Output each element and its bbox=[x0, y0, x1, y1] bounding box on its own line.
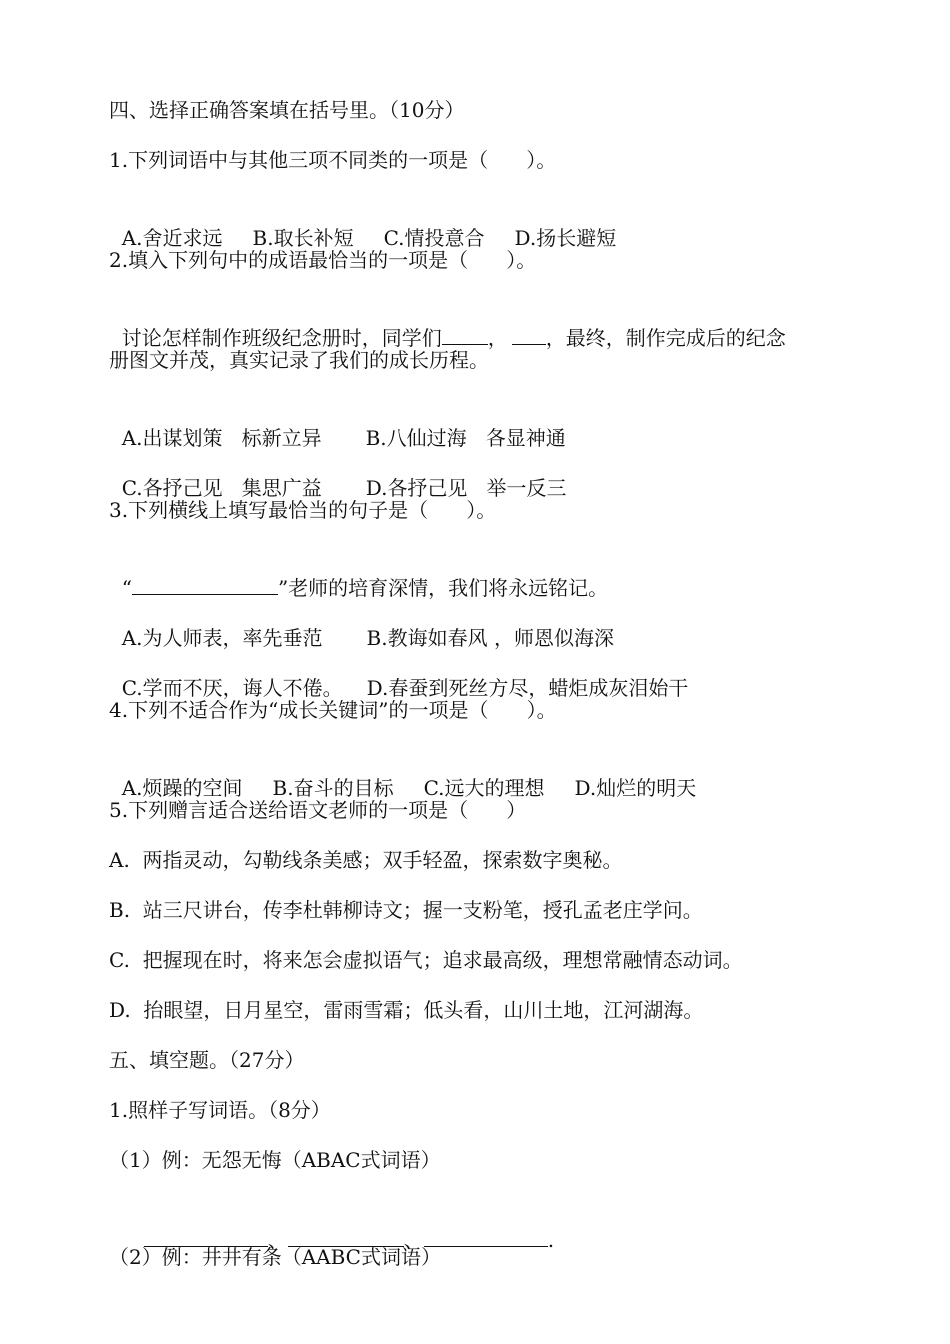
option-b: B.八仙过海 各显神通 bbox=[365, 426, 566, 450]
question-3-options-row2 bbox=[109, 646, 689, 700]
question-1-options bbox=[109, 196, 617, 250]
blank bbox=[132, 574, 278, 595]
option-d: D.各抒己见 举一反三 bbox=[365, 476, 567, 500]
option-b: B.取长补短 bbox=[252, 226, 354, 250]
question-5-stem: 5.下列赠言适合送给语文老师的一项是（ ） bbox=[109, 798, 527, 822]
separator: 、 bbox=[403, 1228, 424, 1252]
option-c: C.各抒己见 集思广益 bbox=[121, 476, 322, 500]
section-5-title: 五、填空题。（27分） bbox=[109, 1048, 305, 1072]
separator: 、 bbox=[267, 1228, 288, 1252]
blank-2 bbox=[512, 324, 546, 345]
context-text-2: ，最终，制作完成后的纪念 bbox=[545, 326, 786, 350]
option-c: C.情投意合 bbox=[383, 226, 485, 250]
blank-1 bbox=[442, 324, 488, 345]
question-5-option-d: D. 抬眼望，日月星空，雷雨雪霜；低头看，山川土地，江河湖海。 bbox=[109, 998, 704, 1022]
question-2-stem: 2.填入下列句中的成语最恰当的一项是（ ）。 bbox=[109, 248, 537, 272]
option-a: A.舍近求远 bbox=[121, 226, 223, 250]
option-d: D.灿烂的明天 bbox=[574, 776, 697, 800]
question-3-context bbox=[109, 546, 609, 600]
question-2-options-row1 bbox=[109, 396, 566, 450]
question-5-option-b: B. 站三尺讲台，传李杜韩柳诗文；握一支粉笔，授孔孟老庄学问。 bbox=[109, 898, 703, 922]
question-2-options-row2 bbox=[109, 446, 567, 500]
question-4-stem: 4.下列不适合作为“成长关键词”的一项是（ ）。 bbox=[109, 698, 557, 722]
open-quote: “ bbox=[121, 576, 132, 600]
option-d: D.扬长避短 bbox=[514, 226, 617, 250]
option-d: D.春蚕到死丝方尽，蜡炬成灰泪始干 bbox=[366, 676, 689, 700]
question-2-context-line2: 册图文并茂，真实记录了我们的成长历程。 bbox=[109, 348, 489, 372]
option-c: C.远大的理想 bbox=[423, 776, 545, 800]
question-5-option-c: C. 把握现在时，将来怎会虚拟语气；追求最高级，理想常融情态动词。 bbox=[109, 948, 743, 972]
fill-question-1-stem: 1.照样子写词语。（8分） bbox=[109, 1098, 331, 1122]
context-text: 讨论怎样制作班级纪念册时，同学们 bbox=[121, 326, 442, 350]
context-comma: ， bbox=[487, 326, 508, 350]
fill-question-1-blanks bbox=[131, 1198, 555, 1252]
fill-question-1-sub2: （2）例：井井有条（AABC式词语） bbox=[109, 1245, 441, 1269]
blank-3 bbox=[424, 1226, 548, 1247]
question-1-stem: 1.下列词语中与其他三项不同类的一项是（ ）。 bbox=[109, 148, 557, 172]
question-5-option-a: A. 两指灵动，勾勒线条美感；双手轻盈，探索数字奥秘。 bbox=[109, 848, 623, 872]
option-c: C.学而不厌，诲人不倦。 bbox=[121, 676, 343, 700]
question-4-options bbox=[109, 746, 697, 800]
end-mark: . bbox=[547, 1228, 555, 1252]
option-a: A.为人师表，率先垂范 bbox=[121, 626, 323, 650]
question-3-options-row1 bbox=[109, 596, 614, 650]
option-b: B.教诲如春风 ，师恩似海深 bbox=[366, 626, 614, 650]
question-3-stem: 3.下列横线上填写最恰当的句子是（ ）。 bbox=[109, 498, 497, 522]
context-text: ”老师的培育深情，我们将永远铭记。 bbox=[277, 576, 609, 600]
option-a: A.烦躁的空间 bbox=[121, 776, 243, 800]
option-a: A.出谋划策 标新立异 bbox=[121, 426, 322, 450]
fill-question-1-sub1: （1）例：无怨无悔（ABAC式词语） bbox=[109, 1148, 441, 1172]
option-b: B.奋斗的目标 bbox=[272, 776, 394, 800]
section-4-title: 四、选择正确答案填在括号里。（10分） bbox=[109, 98, 465, 122]
question-2-context bbox=[109, 296, 786, 350]
